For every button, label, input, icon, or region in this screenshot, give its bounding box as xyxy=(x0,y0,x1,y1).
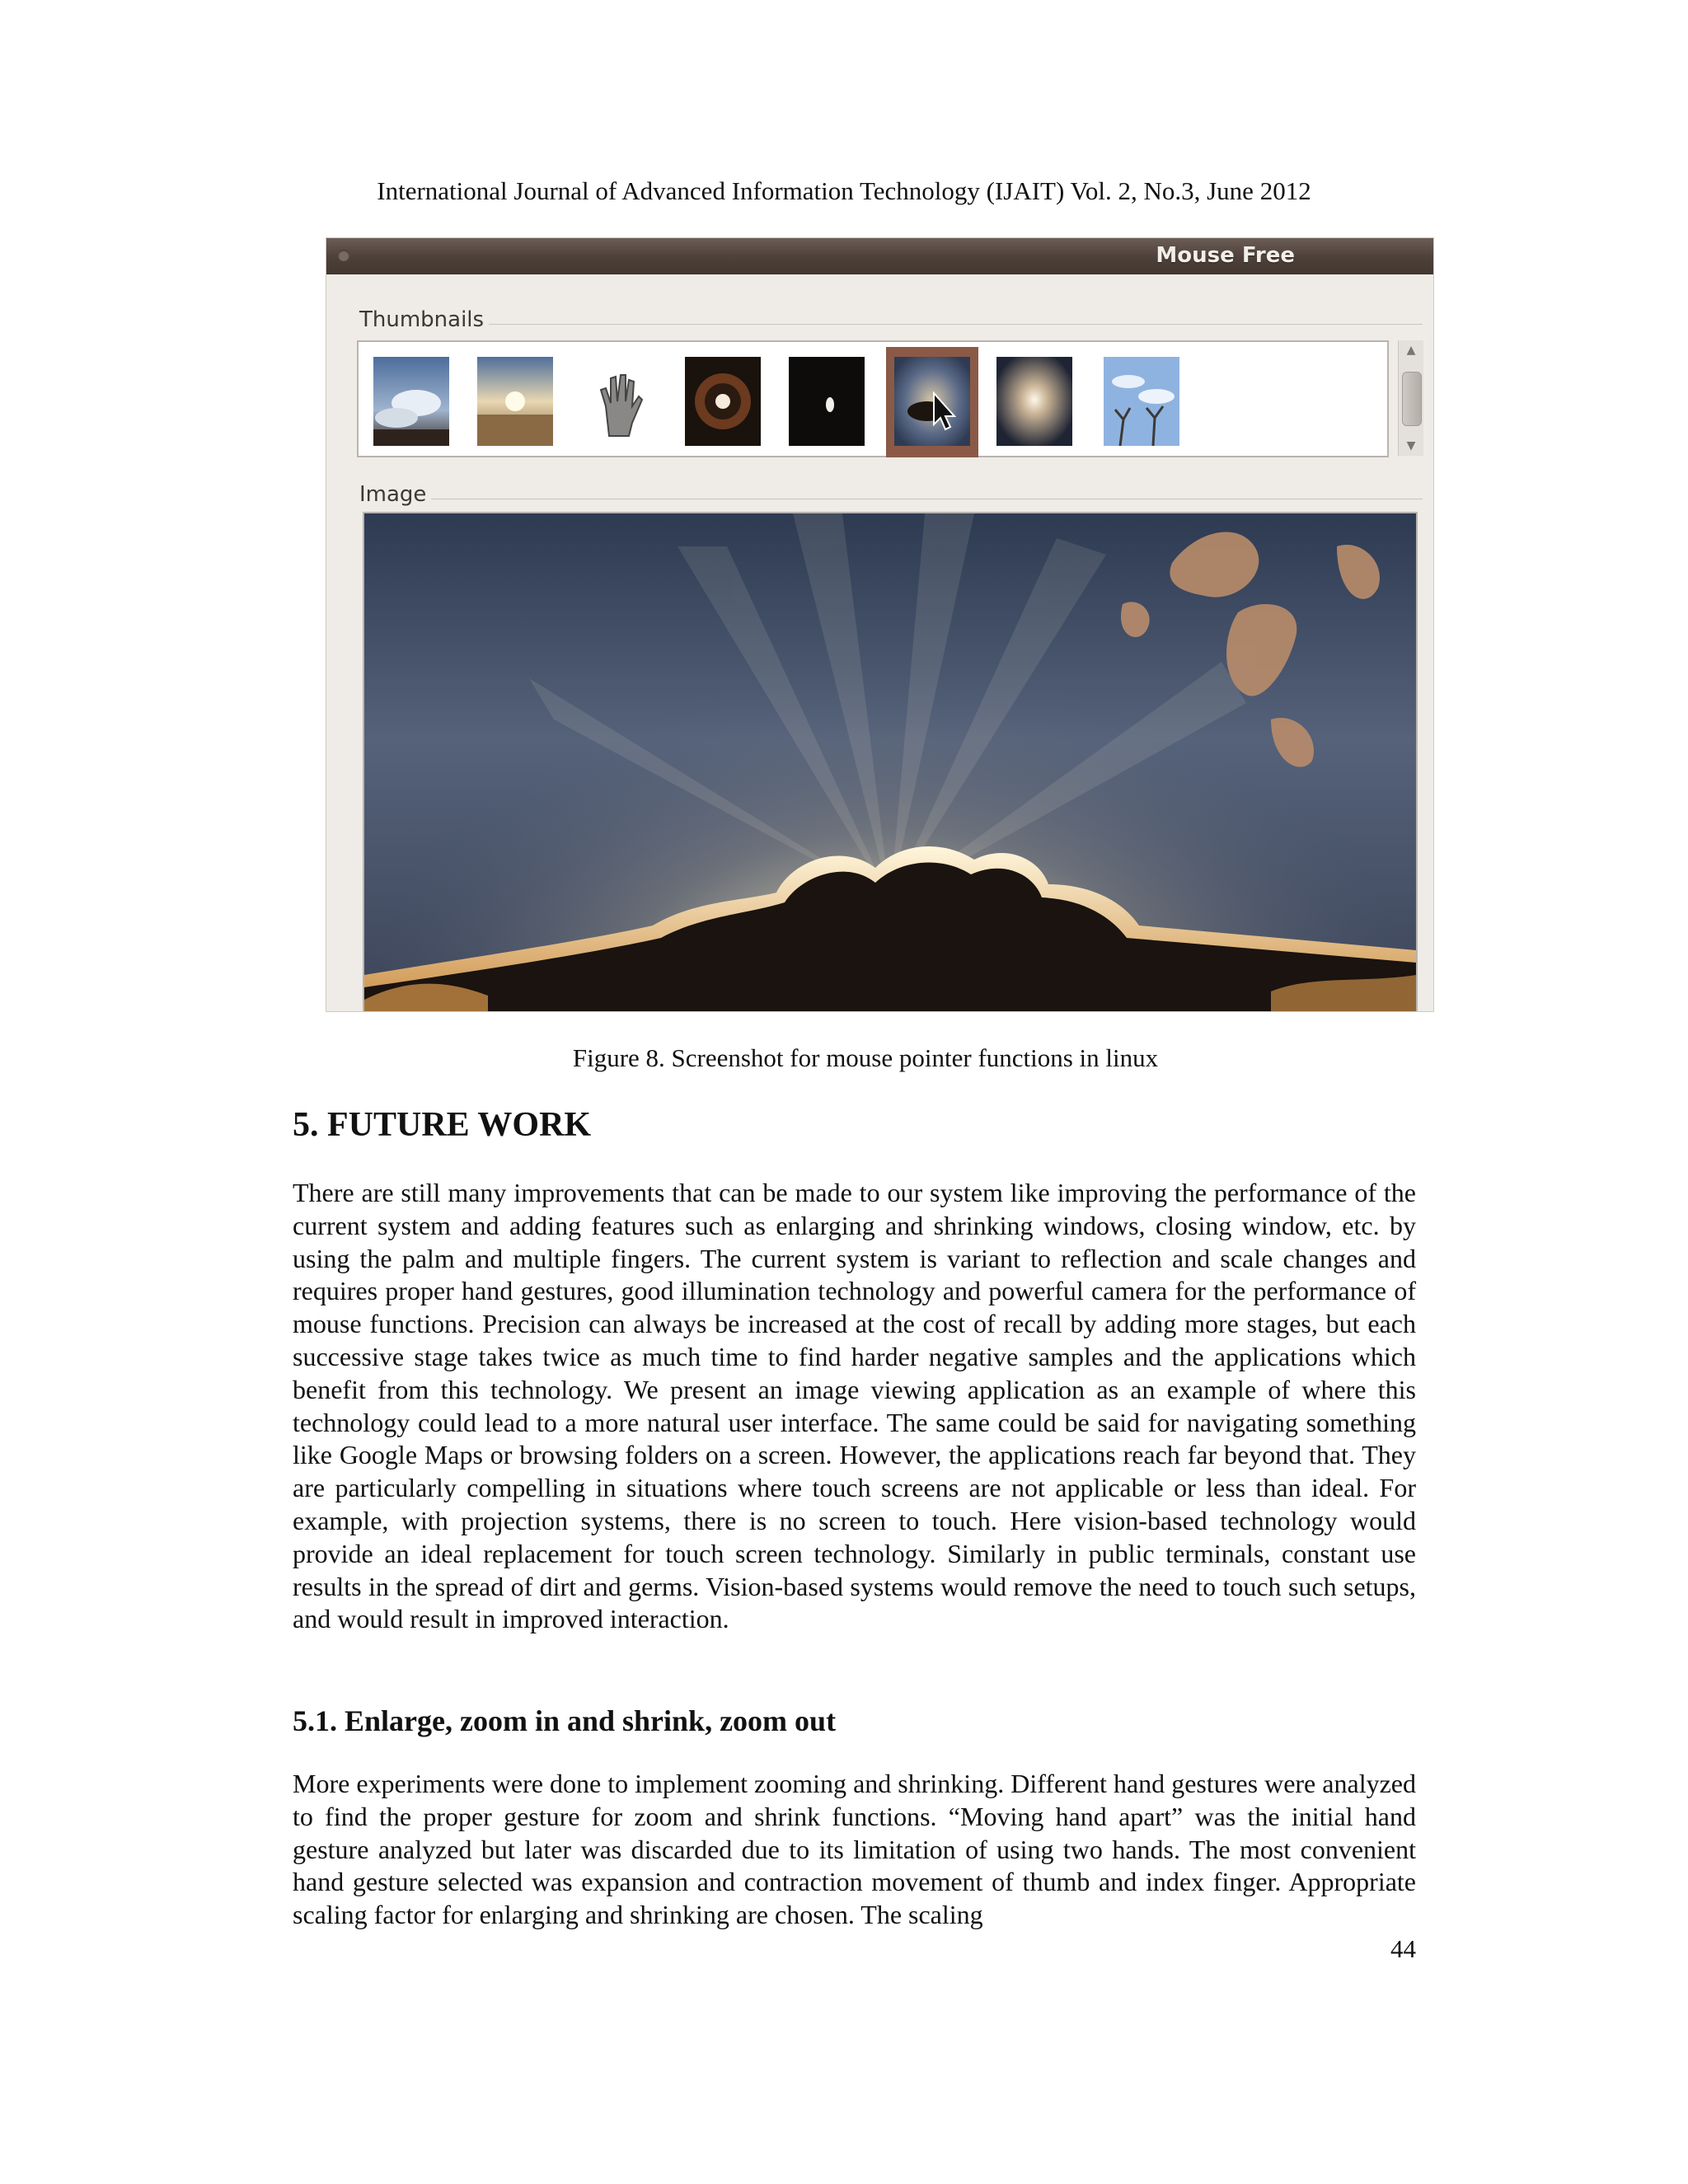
image-viewer xyxy=(363,512,1418,1011)
group-divider xyxy=(425,324,1423,325)
figure-caption: Figure 8. Screenshot for mouse pointer functions in linux xyxy=(572,1043,1159,1072)
thumbnail-strip xyxy=(357,340,1389,457)
section-heading: 5. FUTURE WORK xyxy=(293,1106,592,1144)
thumbnail-item[interactable] xyxy=(789,357,865,446)
thumbnail-item[interactable] xyxy=(581,357,657,446)
thumbnail-item[interactable] xyxy=(685,357,761,446)
thumbnails-label: Thumbnails xyxy=(359,307,489,332)
window-title: Mouse Free xyxy=(1156,243,1295,268)
body-paragraph: There are still many improvements that can be made to our system like improving the performance of the current system and adding features such as enlarging and shrinking windows, closing window, etc. by using the palm and multiple fingers. The current system is variant to reflection and scale changes and requires proper hand gestures, good illumination technology and powerful camera for the performance of mouse functions. Precision can always be increased at the cost of recall by adding more stages, but each successive stage takes twice as much time to find harder negative samples and the applications which benefit from this technology. We present an image viewing application as an example of where this technology could lead to a more natural user interface. The same could be said for navigating something like Google Maps or browsing folders on a screen. However, the applications reach far beyond that. They are particularly compelling in situations where touch screens are not applicable or less than ideal. For example, with projection systems, there is no screen to touch. Here vision-based technology would provide an ideal replacement for touch screen technology. Similarly in public terminals, constant use results in the spread of dirt and germs. Vision-based systems would remove the need to touch such setups, and would result in improved interaction. xyxy=(293,1178,1416,1634)
thumbnail-item[interactable] xyxy=(996,357,1072,446)
title-bar xyxy=(326,238,1433,274)
window-menu-button[interactable] xyxy=(338,250,349,261)
thumbnail-item[interactable] xyxy=(1104,357,1179,446)
subsection-heading: 5.1. Enlarge, zoom in and shrink, zoom out xyxy=(293,1704,837,1737)
running-header: International Journal of Advanced Information Technology (IJAIT) Vol. 2, No.3, June 2012 xyxy=(377,176,1311,205)
body-paragraph: More experiments were done to implement zooming and shrinking. Different hand gestures were analyzed to find the proper gesture for zoom and shrink functions. “Moving hand apart” was the initial hand gesture analyzed but later was discarded due to its limitation of using two hands. The most convenient hand gesture selected was expansion and contraction movement of thumb and index finger. Appropriate scaling factor for enlarging and shrinking are chosen. The scaling xyxy=(293,1769,1416,1930)
thumbnail-item[interactable] xyxy=(477,357,553,446)
page-number: 44 xyxy=(1390,1934,1416,1963)
scrollbar-grip[interactable] xyxy=(1402,372,1422,426)
thumbnail-scrollbar[interactable] xyxy=(1398,340,1423,456)
chevron-up-icon[interactable]: ▲ xyxy=(1406,344,1416,357)
thumbnail-item[interactable] xyxy=(373,357,449,446)
image-label: Image xyxy=(359,482,431,507)
sunburst-image xyxy=(364,513,1416,1011)
chevron-down-icon[interactable]: ▼ xyxy=(1406,439,1416,452)
thumbnail-item-selected[interactable] xyxy=(886,347,978,457)
app-window-screenshot xyxy=(326,238,1433,1011)
